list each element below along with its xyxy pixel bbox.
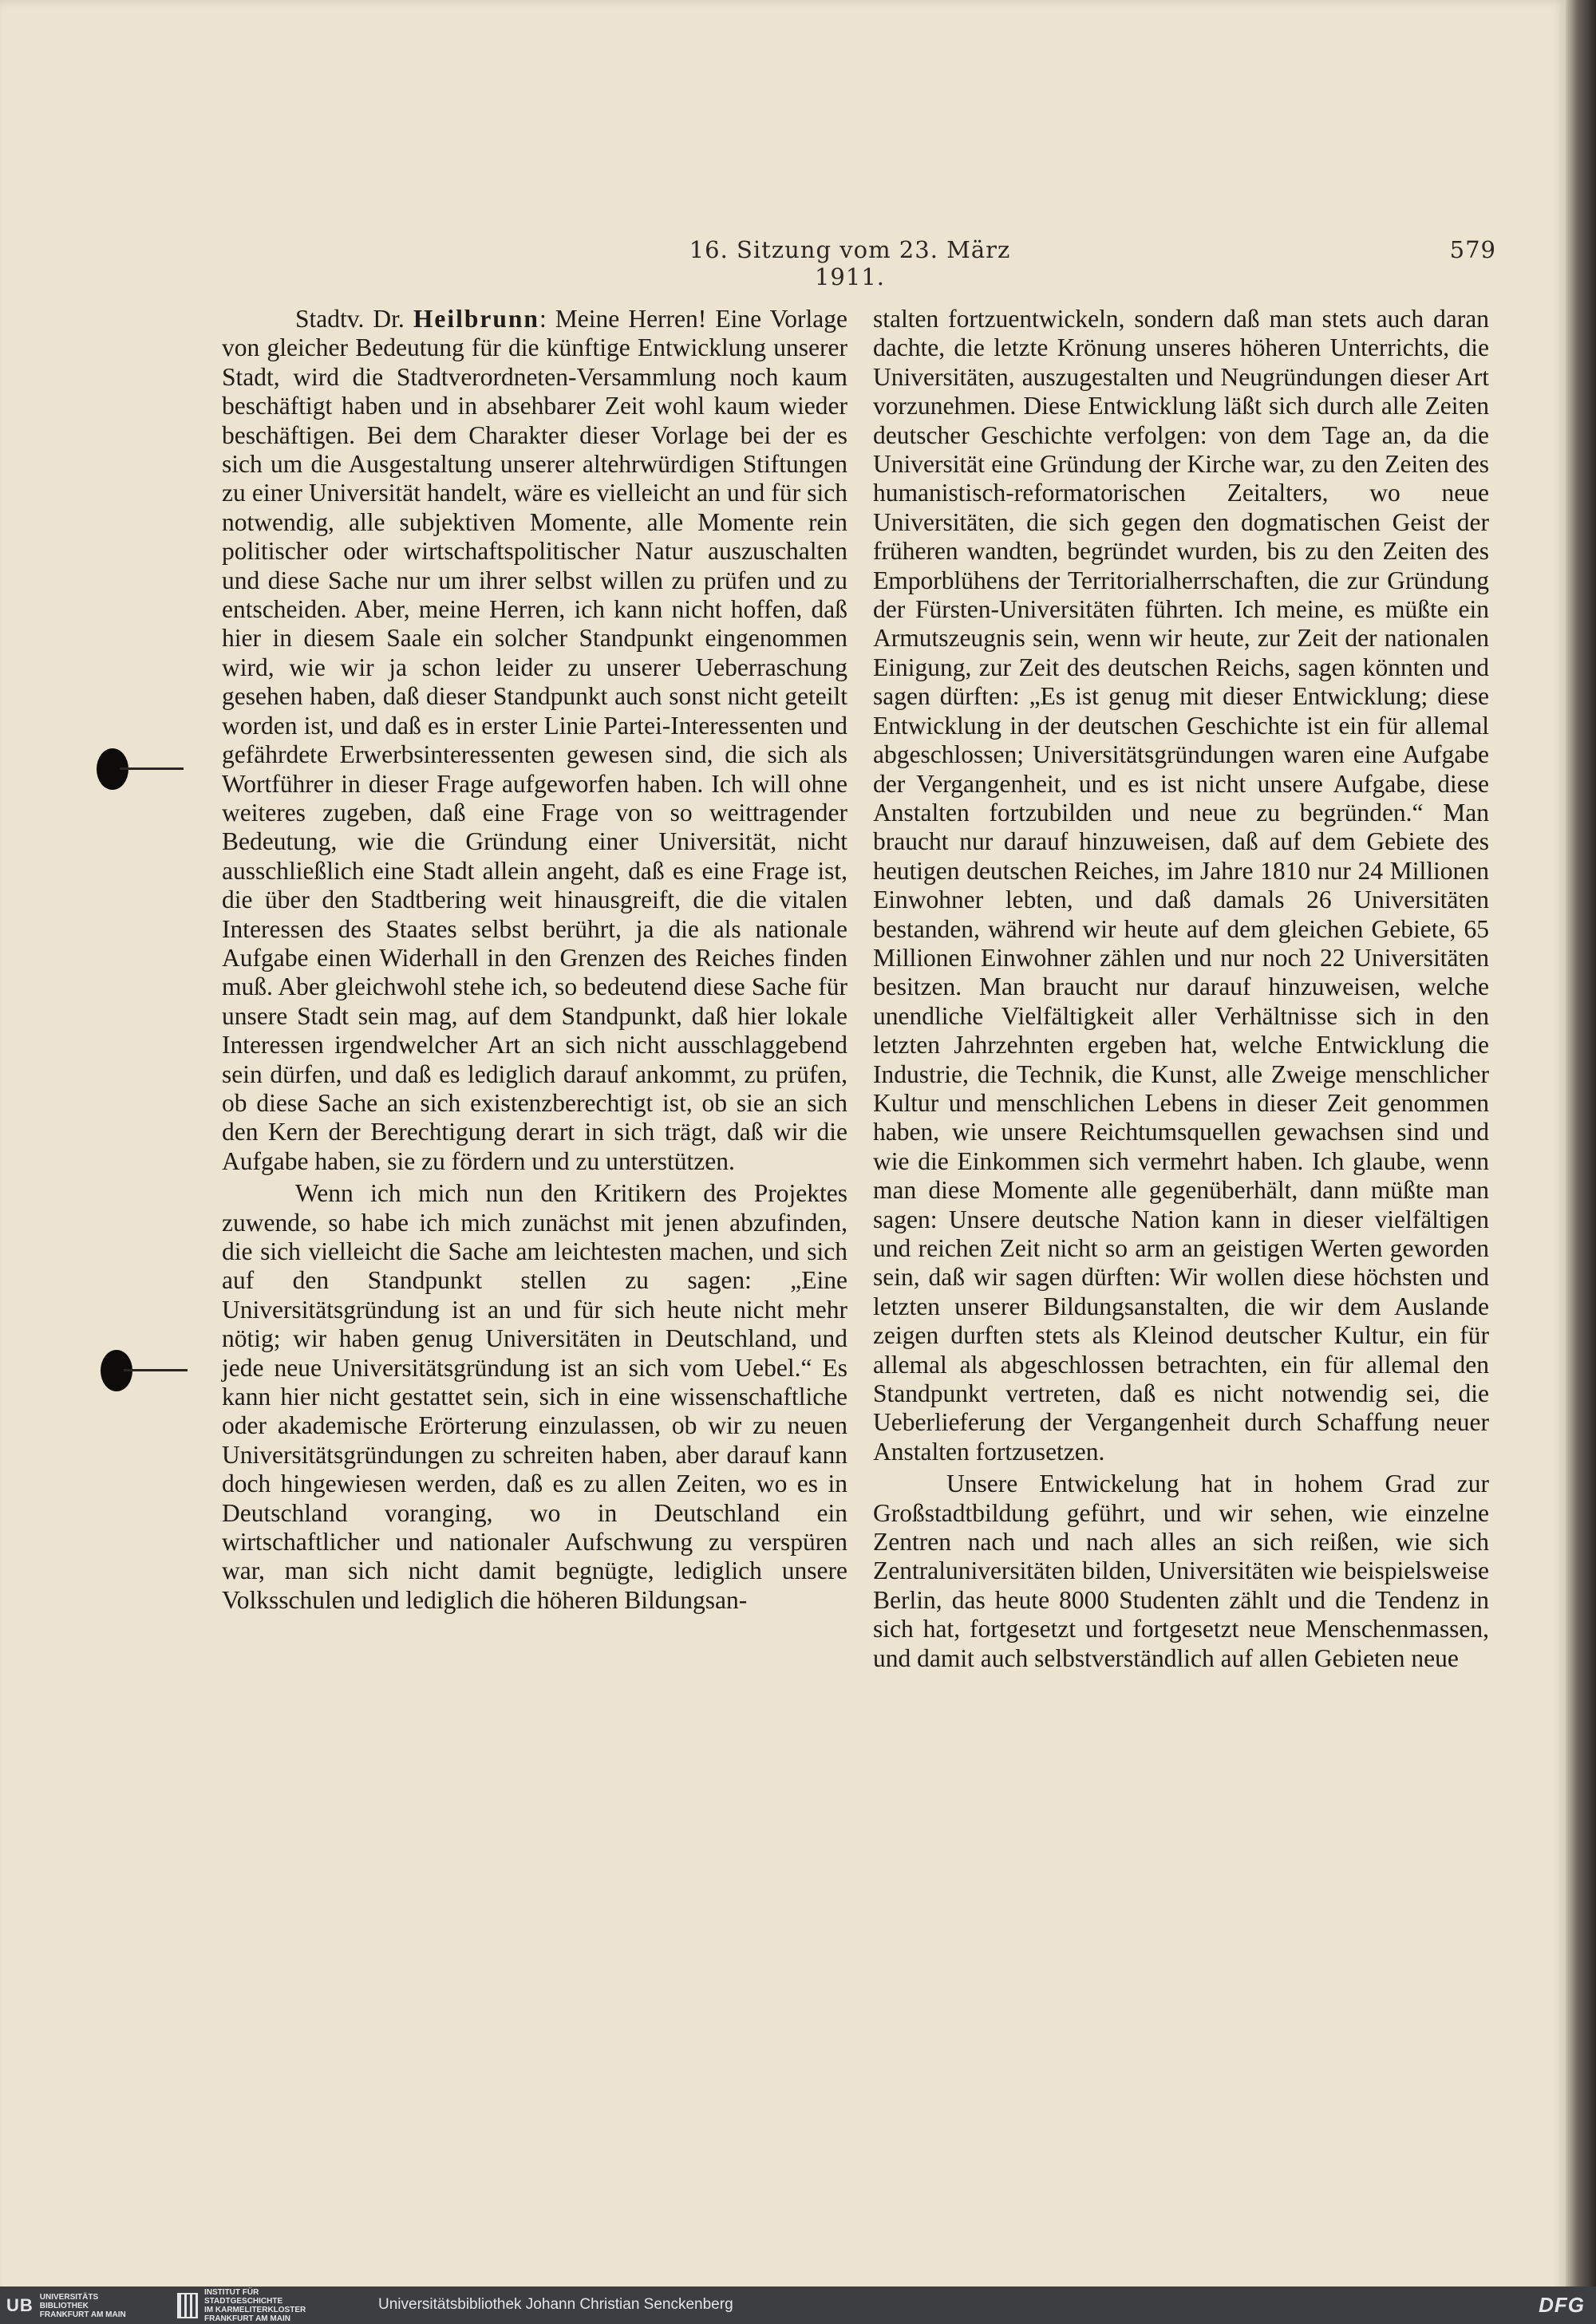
paragraph [222, 305, 847, 1176]
paragraph-text: : Meine Herren! Eine Vorlage von gleicher Bedeutung für die künftige Entwicklung unserer Stadt, wird die Stadtverordneten-Versammlung noch kaum beschäftigt haben und in absehbarer Zeit wohl kaum wieder beschäftigen. Bei dem Charakter dieser Vorlage bei der es sich um die Ausgestaltung unserer altehrwürdigen Stiftungen zu einer Universität handelt, wäre es vielleicht an und für sich notwendig, alle subjektiven Momente, alle Momente rein politischer oder wirtschaftspolitischer Natur auszuschalten und diese Sache nur um ihrer selbst willen zu prüfen und zu entscheiden. Aber, meine Herren, ich kann nicht hoffen, daß hier in diesem Saale ein solcher Standpunkt eingenommen wird, wie wir ja schon leider zu unserer Ueberraschung gesehen haben, daß dieser Standpunkt auch sonst nicht geteilt worden ist, und daß es in erster Linie Partei-Interessenten und gefährdete Erwerbsinteressenten gewesen sind, die sich als Wortführer in dieser Frage aufgeworfen haben. Ich will ohne weiteres zugeben, daß eine Frage von so weittragender Bedeutung, wie die Gründung einer Universität, nicht ausschließlich eine Stadt allein angeht, daß es eine Frage ist, die über den Stadtbering weit hinausgreift, die die vitalen Interessen des Staates selbst berührt, ja die als nationale Aufgabe einen Widerhall in den Grenzen des Reiches finden muß. Aber gleichwohl stehe ich, so bedeutend diese Sache für unsere Stadt sein mag, auf dem Standpunkt, daß hier lokale Interessen irgendwelcher Art an sich nicht ausschlaggebend sein dürfen, und daß es lediglich darauf ankommt, zu prüfen, ob diese Sache an sich existenzberechtigt ist, ob sie an sich den Kern der Berechtigung derart in sich trägt, daß wir die Aufgabe haben, sie zu fördern und zu unterstützen. [222, 305, 847, 1175]
punch-hole-mark [120, 767, 184, 770]
ifs-logo-text [204, 2288, 306, 2323]
ifs-logo[interactable] [177, 2288, 306, 2323]
dfg-logo[interactable]: DFG [1539, 2293, 1585, 2317]
ub-logo-line: FRANKFURT AM MAIN [39, 2310, 126, 2319]
viewer-footer-bar [0, 2287, 1596, 2324]
ifs-logo-line: INSTITUT FÜR [204, 2288, 259, 2297]
page-number: 579 [1449, 236, 1496, 263]
ub-logo-line: BIBLIOTHEK [39, 2301, 89, 2310]
paragraph: Wenn ich mich nun den Kritikern des Projektes zuwende, so habe ich mich zunächst mit jenen abzufinden, die sich vielleicht die Sache am leichtesten machen, und sich auf den Standpunkt stellen zu sagen: „Eine Universitätsgründung ist an und für sich heute nicht mehr nötig; wir haben genug Universitäten in Deutschland, und jede neue Universitätsgründung ist an sich vom Uebel.“ Es kann hier nicht gestattet sein, sich in eine wissenschaftliche oder akademische Erörterung einzulassen, ob wir zu neuen Universitätsgründungen zu schreiten haben, aber darauf kann doch hingewiesen werden, daß es zu allen Zeiten, wo es in Deutschland voranging, wo in Deutschland ein wirtschaftlicher und nationaler Aufschwung zu verspüren war, man sich nicht damit begnügte, lediglich unsere Volksschulen und lediglich die höheren Bildungsan- [222, 1179, 847, 1614]
speaker-prefix: Stadtv. Dr. [295, 305, 413, 333]
ub-logo-line: UNIVERSITÄTS [39, 2292, 99, 2302]
left-text-column [222, 305, 847, 1615]
paragraph: Unsere Entwickelung hat in hohem Grad zur Großstadtbildung geführt, und wir sehen, wie einzelne Zentren nach und nach alles an sich reißen, wie sich Zentraluniversitäten bilden, Universitäten wie beispielsweise Berlin, das heute 8000 Studenten zählt und die Tendenz in sich hat, fortgesetzt und fortgesetzt neue Menschenmassen, und damit auch selbstverständlich auf allen Gebieten neue [873, 1470, 1489, 1672]
institute-emblem-icon [177, 2293, 198, 2318]
page-edge-shadow [1566, 0, 1596, 2307]
running-header: 16. Sitzung vom 23. März 1911. [689, 236, 1011, 290]
ifs-logo-line: FRANKFURT AM MAIN [204, 2314, 290, 2323]
paragraph: stalten fortzuentwickeln, sondern daß man stets auch daran dachte, die letzte Krönung unseres höheren Unterrichts, die Universitäten, auszugestalten und Neugründungen dieser Art vorzunehmen. Diese Entwicklung läßt sich durch alle Zeiten deutscher Geschichte verfolgen: von dem Tage an, da die Universität eine Gründung der Kirche war, zu den Zeiten des humanistisch-reformatorischen Zeitalters, wo neue Universitäten, die sich gegen den dogmatischen Geist der früheren wandten, begründet wurden, bis zu den Zeiten des Emporblühens der Territorialherrschaften, die zur Gründung der Fürsten-Universitäten führten. Ich meine, es müßte ein Armutszeugnis sein, wenn wir heute, zur Zeit der nationalen Einigung, zur Zeit des deutschen Reichs, sagen könnten und sagen dürften: „Es ist genug mit dieser Entwicklung; diese Entwicklung in der deutschen Geschichte ist ein für allemal abgeschlossen; Universitätsgründungen waren eine Aufgabe der Vergangenheit, und es ist nicht unsere Aufgabe, diese Anstalten fortzubilden und neue zu begründen.“ Man braucht nur darauf hinzuweisen, daß auf dem Gebiete des heutigen deutschen Reiches, im Jahre 1810 nur 24 Millionen Einwohner lebten, und daß damals 26 Universitäten bestanden, während wir heute auf dem gleichen Gebiete, 65 Millionen Einwohner zählen und nur noch 22 Universitäten besitzen. Man braucht nur darauf hinzuweisen, welche unendliche Vielfältigkeit aller Verhältnisse sich in den letzten Jahrzehnten ergeben hat, welche Entwicklung die Industrie, die Technik, die Kunst, alle Zweige menschlicher Kultur und menschlichen Lebens in dieser Zeit genommen haben, wie unsere Reichtumsquellen gewachsen sind und wie die Einkommen sich vermehrt haben. Ich glaube, wenn man diese Momente alle gegenüberhält, dann müßte man sagen: Unsere deutsche Nation kann in dieser vielfältigen und reichen Zeit nicht so arm an geistigen Werten geworden sein, daß wir sagen dürften: Wir wollen diese höchsten und letzten unserer Bildungsanstalten, die wir dem Auslande zeigen durften stets als Kleinod deutscher Kultur, ein für allemal als abgeschlossen betrachten, ein für allemal den Standpunkt vertreten, daß es nicht notwendig sei, die Ueberlieferung der Vergangenheit durch Schaffung neuer Anstalten fortzusetzen. [873, 305, 1489, 1466]
ub-logo-text [40, 2293, 126, 2319]
ifs-logo-line: STADTGESCHICHTE [204, 2297, 283, 2306]
library-name[interactable]: Universitätsbibliothek Johann Christian Senckenberg [378, 2296, 733, 2313]
ifs-logo-line: IM KARMELITERKLOSTER [204, 2306, 306, 2314]
speaker-name: Heilbrunn [413, 305, 539, 333]
right-text-column [873, 305, 1489, 1673]
ub-logo-abbr: UB [6, 2295, 34, 2315]
ub-logo[interactable] [6, 2291, 126, 2320]
punch-hole-mark [124, 1369, 188, 1371]
